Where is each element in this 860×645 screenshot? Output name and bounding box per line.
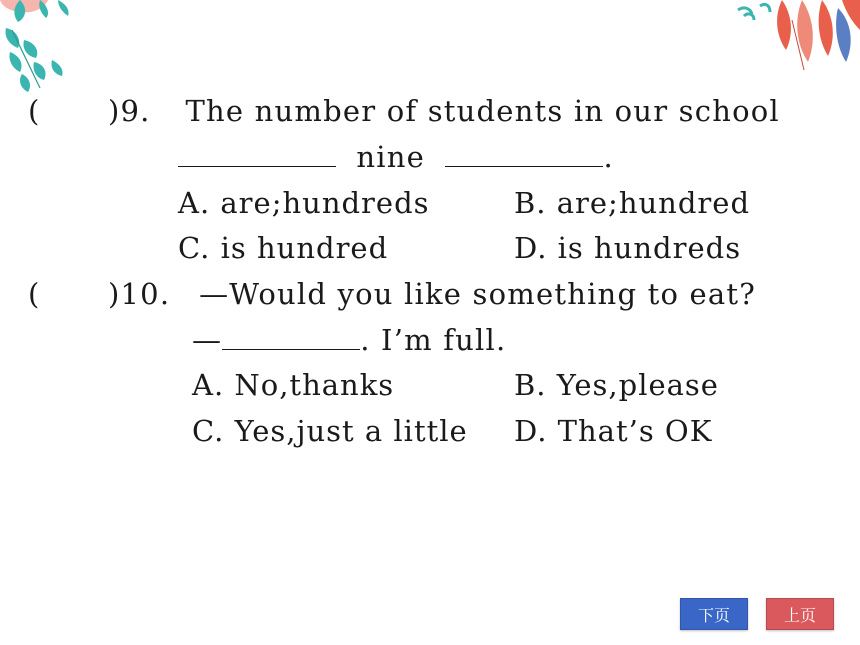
question-9-period: . [603,140,614,174]
q9-option-d[interactable]: D. is hundreds [514,231,742,265]
q9-option-b[interactable]: B. are;hundred [514,186,751,220]
question-9-number: )9. [108,94,151,128]
q10-option-a[interactable]: A. No,thanks [192,368,395,402]
question-9-text: The number of students in our school [185,94,780,128]
blank-3[interactable] [222,325,360,350]
blank-1[interactable] [178,142,336,167]
question-10-stem [108,277,756,311]
question-9-mid-word: nine [356,140,426,174]
q10-option-d[interactable]: D. That’s OK [514,414,713,448]
q9-option-c[interactable]: C. is hundred [178,231,389,265]
q9-option-a[interactable]: A. are;hundreds [178,186,430,220]
prev-page-button[interactable]: 上页 [766,598,834,630]
petal-decoration-top-right [730,0,860,80]
leaf-decoration-top-left [0,0,80,95]
blank-2[interactable] [445,142,603,167]
response-dash: — [192,323,223,357]
next-page-button[interactable]: 下页 [680,598,748,630]
question-10-response-line [192,323,506,357]
question-9-stem [108,94,780,128]
question-9-blanks-line [178,140,614,174]
question-10-text: —Would you like something to eat? [199,277,757,311]
question-10-number: )10. [108,277,171,311]
response-text: . I’m full. [360,323,507,357]
q10-option-b[interactable]: B. Yes,please [514,368,719,402]
q10-option-c[interactable]: C. Yes,just a little [192,414,468,448]
answer-paren-q9: ( [28,94,40,128]
answer-paren-q10: ( [28,277,40,311]
